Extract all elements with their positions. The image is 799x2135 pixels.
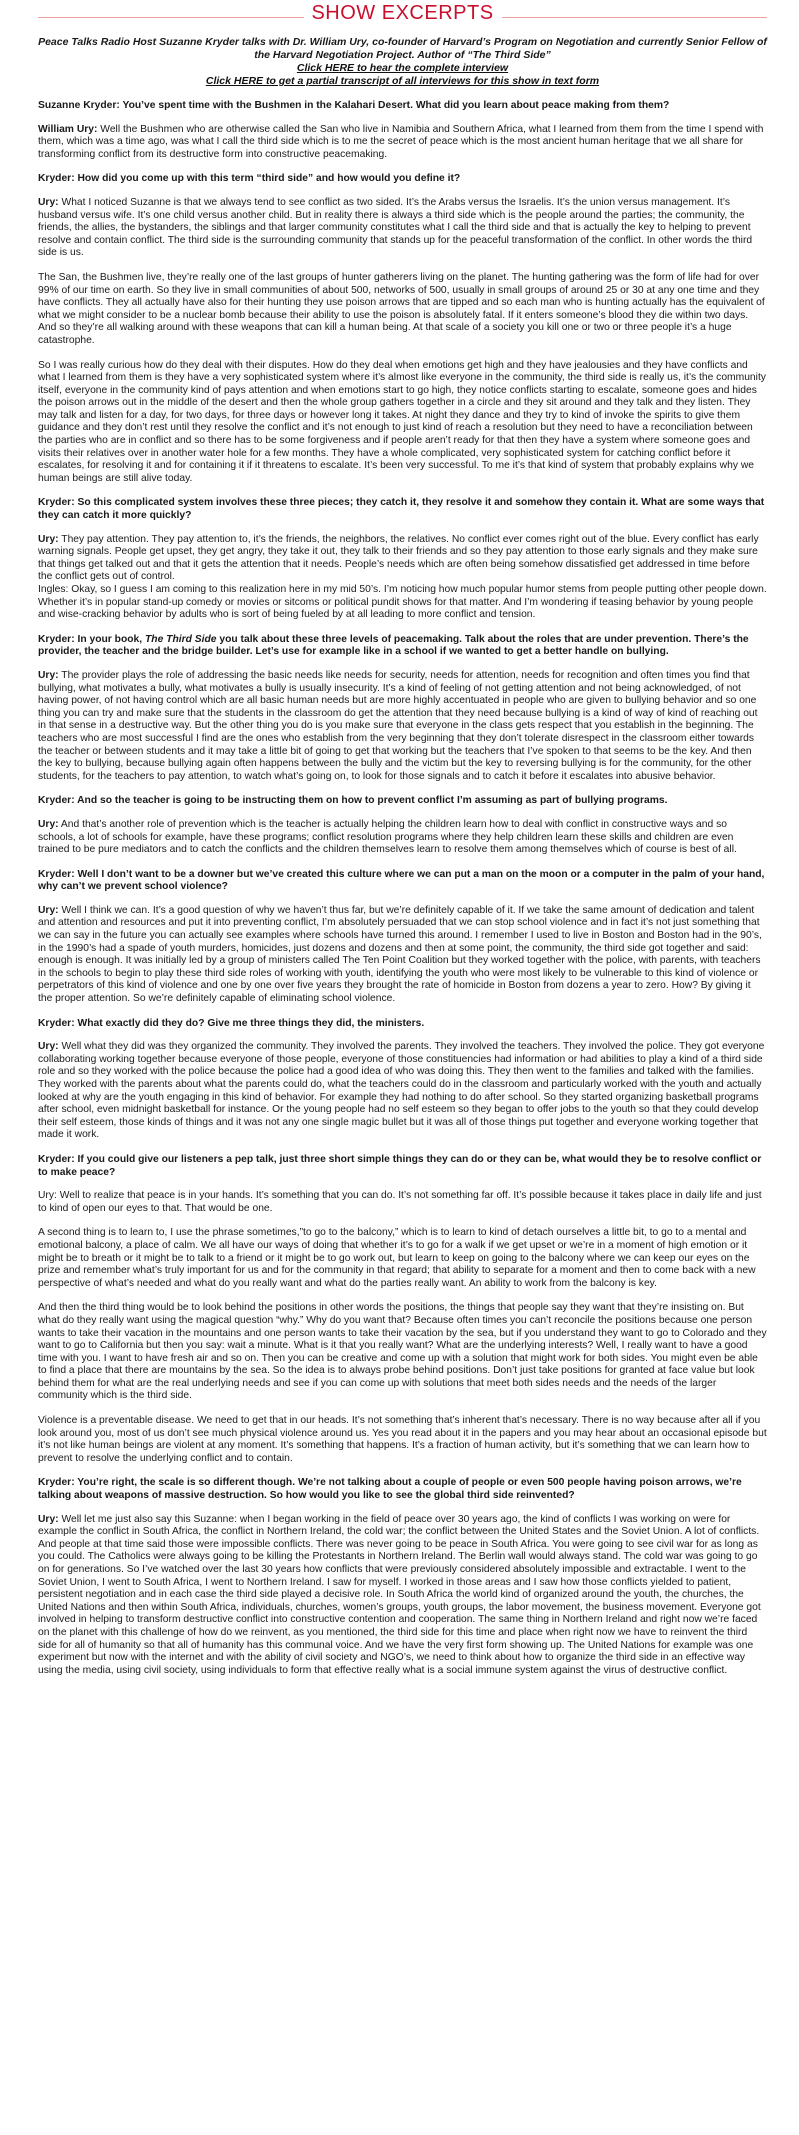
speaker-label: Ury: xyxy=(38,818,59,830)
speaker-label: Ury: xyxy=(38,1041,59,1053)
answer-text: The provider plays the role of addressing the basic needs like needs for security, needs for attention, needs for recognition and often times you find that bullying, what motivates a bully, what motivates a bully is usually insecurity. It’s a kind of feeling of not getting attention and not being acknowledged, of not having power, of not having control which are all basic human needs but are more highly accentuated in people who are given to bullying behavior and so one thing you can try and make sure that the students in the classroom do get the attention that they need because bullying is a kind of way of kind of reaching out in that sense in a destructive way. But the other thing you do is you make sure that everyone in the class gets respect that you establish in the beginning. The teachers who are most successful I find are the ones who establish from the very beginning that they don’t tolerate disrespect in the classroom either towards the teacher or between students and it may take a little bit of going to get that working but the teachers that I’ve spoken to that seems to be the key. And then the key to bullying, because bullying again often happens between the bully and the victim but the key to reversing bullying is for the community, for the other students, for the teachers to pay attention, to watch what’s going on, to look for those signals and to catch it before it escalates into abusive behavior. xyxy=(38,669,758,782)
answer-text: Well I think we can. It’s a good question of why we haven’t thus far, but we’re definitely capable of it. If we take the same amount of dedication and talent and attention and resources and put it into preventing conflict, I’m absolutely persuaded that we can stop school violence and in fact it’s not just something that we can say in the future you can actually see examples where schools have turned this around. I remember I used to live in Boston and Boston had in the 90’s, in the 1990’s had a spade of youth murders, homicides, just dozens and dozens and then at some point, the community, the third side got together and said: enough is enough. It was initially led by a group of ministers called The Ten Point Coalition but they worked together with the police, with parents, with teachers in the schools to begin to play these third side roles of working with youth, identifying the youth who were most likely to be vulnerable to this kind of violence or perpetrators of this kind of violence and one by one over five years they brought the rate of homicide in Boston from dozens a year to zero. How? By giving it the proper attention. So we’re definitely capable of eliminating school violence. xyxy=(38,904,762,1005)
speaker-label: Ury: xyxy=(38,669,59,681)
listen-interview-link[interactable]: Click HERE to hear the complete interview xyxy=(296,62,509,74)
question-part: Kryder: In your book, xyxy=(38,633,145,645)
paragraph-preventable: Violence is a preventable disease. We need to get that in our heads. It’s not something that’s inherent that’s necessary. There is no way because after all if you look around you, most of us don’t see much physical violence around us. Yes you read about it in the papers and you may hear about an occasional episode but it’s not like human beings are violent at any moment. It’s something that happens. It’s a fraction of human activity, but it’s something that we can learn how to prevent to resolve the underlying conflict and to contain. xyxy=(38,1415,767,1464)
question-teacher: Kryder: And so the teacher is going to be instructing them on how to prevent conflict I’m assuming as part of bullying programs. xyxy=(38,795,668,807)
question-third-side: Kryder: How did you come up with this term “third side” and how would you define it? xyxy=(38,173,461,185)
question-three-levels xyxy=(38,634,767,659)
paragraph-positions: And then the third thing would be to look behind the positions in other words the positions, the things that people say they want that they’re insisting on. But what do they really want using the magical question “why.” Why do you want that? Because often times you can’t reconcile the positions because one person wants to take their vacation in the mountains and one person wants to take their vacation by the sea, but if you understand they want to go to Colorado and they want to go to California but then you say: wait a minute. What is it that you really want? What are the underlying interests? Well, I really want to have a good time with you. I want to have fresh air and so on. Then you can be creative and come up with a solution that might work for both sides. You might even be able to find a place that there are mountains by the sea. So the idea is to always probe behind positions. Don’t just take positions for granted at face value but look behind them for what are the real underlying needs and see if you can come up with solutions that meet both sides needs and the needs of the larger community which is the third side. xyxy=(38,1302,767,1402)
question-part: you talk about these three levels of peacemaking. Talk about the roles that are under prevention. There’s the provider, the teacher and the bridge builder. Let’s use for example like in a school if we wanted to get a better handle on bullying. xyxy=(38,633,749,658)
paragraph-peace-in-hands: Ury: Well to realize that peace is in your hands. It’s something that you can do. It’s not something far off. It’s possible because it takes place in daily life and just to kind of open our eyes to that. That would be one. xyxy=(38,1190,762,1214)
answer-third-side xyxy=(38,197,767,260)
speaker-label: William Ury: xyxy=(38,123,98,135)
answer-ministers xyxy=(38,1041,767,1142)
page-title: SHOW EXCERPTS xyxy=(303,0,501,26)
answer-text: Well let me just also say this Suzanne: when I began working in the field of peace over 30 years ago, the kind of conflicts I was working on were for example the conflict in South Africa, the conflict in Northern Ireland, the cold war; the conflict between the United States and the Soviet Union. A lot of conflicts. And people at that time said those were impossible conflicts. There was never going to be peace in South Africa. You were going to see civil war for as long as you could. The Catholics were always going to be killing the Protestants in Northern Ireland. The Berlin wall would always stand. The cold war was going to go on for generations. So I’ve watched over the last 30 years how conflicts that were previously considered absolutely impossible and extractable. I went to the Soviet Union, I went to South Africa, I went to Northern Ireland. I saw for myself. I worked in those areas and I saw how those conflicts yielded to patient, persistent negotiation and in each case the third side played a decisive role. In South Africa the world kind of organized around the youth, the churches, the United Nations and then within South Africa, individuals, churches, women’s groups, youth groups, the labor movement, the business movement. Everyone got involved in helping to transform destructive conflict into constructive contention and cooperation. The same thing in Northern Ireland and right now we’re faced on the planet with this challenge of how do we reinvent, as you mentioned, the third side for this time and place when right now we have to reinvent the third side for all of humanity so that all of humanity has this communal voice. And we have the very first form showing up. The United Nations for example was one experiment but now with the internet and with the ability of civil society and NGO’s, we need to think about how to organize the third side in an effective way using the media, using civil society, using individuals to form that effective really what is a social immune system against the virus of destructive conflict. xyxy=(38,1513,761,1676)
answer-teacher xyxy=(38,819,767,857)
question-global-third-side: Kryder: You’re right, the scale is so different though. We’re not talking about a couple of people or even 500 people having poison arrows, we’re talking about weapons of massive destruction. So how would you like to see the global third side reinvented? xyxy=(38,1477,742,1502)
answer-bushmen xyxy=(38,124,767,162)
speaker-label: Ury: xyxy=(38,1513,59,1525)
speaker-label: Ury: xyxy=(38,533,59,545)
question-school-violence: Kryder: Well I don’t want to be a downer but we’ve created this culture where we can put a man on the moon or a computer in the palm of your hand, why can’t we prevent school violence? xyxy=(38,868,765,893)
answer-text: And that’s another role of prevention which is the teacher is actually helping the children learn how to deal with conflict in constructive ways and so schools, a lot of schools for example, have these programs; conflict resolution programs where they help children learn these skills and children are even trained to be pure mediators and to catch the conflicts and the children themselves learn to resolve them among themselves which of course is best of all. xyxy=(38,818,737,856)
title-row xyxy=(38,0,767,26)
answer-attention xyxy=(38,534,767,622)
paragraph-balcony: A second thing is to learn to, I use the phrase sometimes,”to go to the balcony,” which is to learn to kind of detach ourselves a little bit, to go to a mental and emotional balcony, a place of calm. We all have our ways of doing that whether it’s to go for a walk if we get upset or we’re in a moment of high emotion or it might be to breath or it might be to talk to a friend or it might be to go work out, but learn to keep on going to the balcony where we can keep our eyes on the prize and remember what’s truly important for us and for the community in that regard; that ability to separate for a moment and then to come back with a new perspective of what’s needed and what do you really want and what do the parties really want. An ability to work from the balcony is key. xyxy=(38,1227,756,1289)
answer-provider xyxy=(38,670,767,783)
answer-global-third-side xyxy=(38,1514,767,1678)
transcript xyxy=(38,100,767,1677)
paragraph-disputes: So I was really curious how do they deal with their disputes. How do they deal when emotions get high and they have jealousies and they have conflicts and what I learned from them is they have a very sophisticated system where it’s almost like everyone in the community, the third side is really us, it’s the community itself, everyone in the community kind of pays attention and when emotions start to go high, they notice conflicts starting to escalate, someone goes and hides the poison arrows out in the middle of the desert and then the whole group gathers together in a circle and they sit around and they talk and they listen. They may talk and listen for a day, for two days, for three days or however long it takes. At night they dance and they try to kind of invoke the spirits to give them guidance and they don’t rest until they resolve the conflict and it’s not enough to just kind of reach a resolution but they need to have a reconciliation between the parties who are in conflict and so there has to be some forgiveness and if people aren’t ready for that then they have a system where someone goes and visits their relatives over in another water hole for a few months. They have a whole complicated, very sophisticated system for catching conflict before it escalates, for resolving it and for containing it if it threatens to escalate. It’s been very successful. To me it’s that kind of system that probably explains why we human beings are still alive today. xyxy=(38,359,766,484)
paragraph-san: The San, the Bushmen live, they’re really one of the last groups of hunter gatherers living on the planet. The hunting gathering was the form of life had for over 99% of our time on earth. So they live in small communities of about 500, networks of 500, usually in small groups of around 25 or 30 at any one time and they have conflicts. They all actually have also for their hunting they use poison arrows that are tipped and so each man who is hunting actually has the equivalent of what we might consider to be a nuclear bomb because their ability to use the poison is absolutely fatal. If it enters someone’s blood they die within two days. And so they’re all walking around with these weapons that can kill a human being. At that scale of a society you kill one or two or three people it’s a huge catastrophe. xyxy=(38,271,765,346)
book-title: The Third Side xyxy=(145,633,217,645)
question-pep-talk: Kryder: If you could give our listeners a pep talk, just three short simple things they can do or they can be, what would they be to resolve conflict or to make peace? xyxy=(38,1153,762,1178)
question-ministers: Kryder: What exactly did they do? Give me three things they did, the ministers. xyxy=(38,1017,425,1029)
answer-school-violence xyxy=(38,905,767,1006)
speaker-label: Ury: xyxy=(38,196,59,208)
intro-text: Peace Talks Radio Host Suzanne Kryder talks with Dr. William Ury, co-founder of Harvard’s Program on Negotiation and currently Senior Fellow of the Harvard Negotiation Project. Author of “The Third Side” xyxy=(38,36,767,61)
question-bushmen: Suzanne Kryder: You’ve spent time with the Bushmen in the Kalahari Desert. What did you learn about peace making from them? xyxy=(38,100,670,111)
answer-text: What I noticed Suzanne is that we always tend to see conflict as two sided. It’s the Arabs versus the Israelis. It’s the union versus management. It’s husband versus wife. It’s one child versus another child. But in reality there is always a third side which is the people around the parties; the community, the friends, the allies, the bystanders, the siblings and that larger community constitutes what I call the third side and that is actually the key to helping to prevent resolve and contain conflict. The third side is the surrounding community that stands up for the peaceful transformation of the conflict. In other words the third side is us. xyxy=(38,196,753,259)
answer-text: Well what they did was they organized the community. They involved the parents. They involved the teachers. They involved the police. They got everyone collaborating working together because everyone of those people, everyone of those constituencies had information or had abilities to play a kind of a third side role and so they worked with the police because the police had a good idea of who was doing this. They then went to the families and talked with the families. They worked with the parents about what the parents could do, what the teachers could do in the classroom and particularly worked with the youth and actually looked at why are the youth engaging in this kind of behavior. For example they had nothing to do after school. So they started organizing basketball programs after school, even midnight basketball for instance. Or the young people had no self esteem so they began to offer jobs to the youth so that they could develop their self esteem, those kinds of things and it was not any one single magic bullet but it was all of those things put together and everyone working together that made it work. xyxy=(38,1041,765,1141)
answer-text: They pay attention. They pay attention to, it’s the friends, the neighbors, the relatives. No conflict ever comes right out of the blue. Every conflict has early warning signals. People get upset, they get angry, they take it out, they talk to their friends and so they pay attention to those early signals and they make sure that things get talked out and that it gets the attention that it needs. People’s needs which are often being somehow dissatisfied get addressed in time before the conflict gets out of control. Ingles: Okay, so I guess I am coming to this realization here in my mid 50’s. I’m noticing how much popular humor stems from people putting other people down. Whether it’s in popular stand-up comedy or movies or sitcoms or political pundit shows for that matter. And I’m wondering if teasing behavior by young people and wise-cracking behavior by adults who is sort of being fueled by at all leading to more conflict and tension. xyxy=(38,533,767,621)
question-catch-it: Kryder: So this complicated system involves these three pieces; they catch it, they resolve it and somehow they contain it. What are some ways that they can catch it more quickly? xyxy=(38,497,765,522)
answer-text: Well the Bushmen who are otherwise called the San who live in Namibia and Southern Africa, what I learned from them from the time I spend with them, which was a time ago, was what I call the third side which is to me the secret of peace which is the most ancient human heritage that we all share for transforming conflict from its destructive form into constructive peacemaking. xyxy=(38,123,764,160)
speaker-label: Ury: xyxy=(38,904,59,916)
transcript-link[interactable]: Click HERE to get a partial transcript of all interviews for this show in text form xyxy=(205,75,600,87)
